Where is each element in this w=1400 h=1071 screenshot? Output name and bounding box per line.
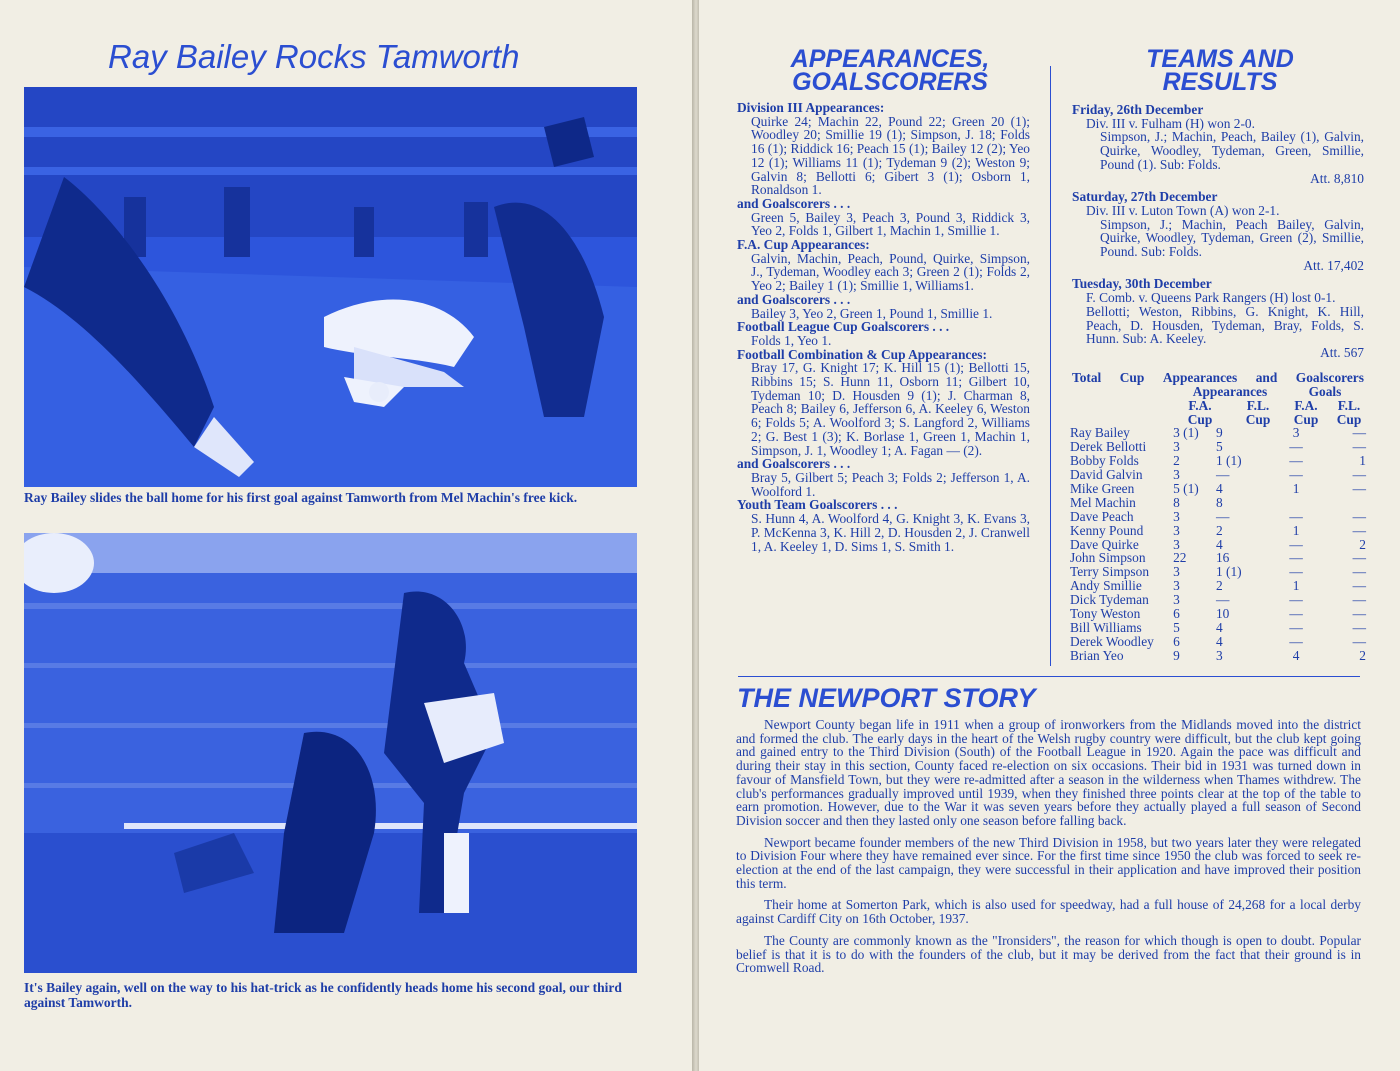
- stat-cell: —: [1289, 633, 1303, 649]
- stat-cell: —: [1352, 439, 1366, 455]
- header-appearances: Appearances: [1192, 384, 1268, 399]
- stat-cell: —: [1289, 550, 1303, 566]
- stat-cell: 3: [1292, 425, 1300, 441]
- table-row: [1070, 593, 1366, 607]
- section-text: Quirke 24; Machin 22, Pound 22; Green 20 (1); Woodley 20; Smillie 19 (1); Simpson, J. 18; Folds 16 (1); Riddick 16; Peach 15 (1); Bailey 12 (2); Yeo 12 (1); Williams 11 (1); Tydeman 9 (2); Weston 9; Galvin 8; Bellotti 6; Gibert 3 (1); Osborn 1, Ronaldson 1.: [751, 113, 1030, 198]
- player-name: David Galvin: [1070, 467, 1143, 483]
- stat-cell: —: [1352, 467, 1366, 483]
- header-goals-fl: [1330, 399, 1368, 426]
- heading-line: APPEARANCES,: [790, 45, 990, 73]
- stat-cell: —: [1289, 467, 1303, 483]
- stat-cell: —: [1289, 536, 1303, 552]
- heading-line: GOALSCORERS: [792, 68, 988, 96]
- stat-cell: —: [1352, 633, 1366, 649]
- stat-cell: 3: [1173, 592, 1180, 608]
- match-attendance: Att. 567: [1320, 344, 1364, 360]
- totals-title-word: Total: [1072, 370, 1102, 385]
- story-text: [736, 718, 1361, 983]
- appearances-heading: [740, 45, 1040, 96]
- left-page: [0, 0, 693, 1071]
- section-rule: [738, 676, 1360, 677]
- totals-title-word: Appearances: [1162, 370, 1238, 385]
- stat-cell: 16: [1215, 550, 1230, 566]
- stat-cell: —: [1352, 592, 1366, 608]
- stat-cell: 8: [1215, 494, 1223, 510]
- stat-cell: 9: [1173, 647, 1180, 663]
- section-text: Galvin, Machin, Peach, Pound, Quirke, Simpson, J., Tydeman, Woodley each 3; Green 2 (1); Folds 2, Yeo 2; Bailey 1 (1); Smillie 1, Williams1.: [751, 250, 1030, 294]
- stat-cell: 3: [1173, 578, 1180, 594]
- player-name: Ray Bailey: [1070, 425, 1130, 441]
- match-lineup: Simpson, J.; Machin, Peach, Bailey (1), Galvin, Quirke, Woodley, Tydeman, Green, Smillie, Pound (1). Sub: Folds.: [1100, 129, 1364, 172]
- table-row: [1070, 495, 1366, 509]
- col-label: Cup: [1187, 411, 1213, 427]
- table-row: [1070, 579, 1366, 593]
- stat-cell: —: [1289, 508, 1303, 524]
- header-goals: Goals: [1308, 384, 1342, 399]
- stat-cell: 5: [1173, 619, 1180, 635]
- section-label: Football Combination & Cup Appearances:: [737, 346, 987, 362]
- section-label: and Goalscorers . . .: [737, 195, 851, 211]
- player-name: Mike Green: [1070, 481, 1135, 496]
- col-label: F.L.: [1246, 398, 1270, 413]
- stat-cell: —: [1215, 508, 1230, 524]
- section-text: Bray 5, Gilbert 5; Peach 3; Folds 2; Jefferson 1, A. Woolford 1.: [751, 469, 1030, 499]
- stat-cell: —: [1289, 439, 1303, 455]
- table-row: [1070, 523, 1366, 537]
- col-label: F.A.: [1188, 398, 1212, 413]
- stat-cell: 2: [1215, 522, 1223, 538]
- section-label: Youth Team Goalscorers . . .: [737, 497, 898, 513]
- stat-cell: 6: [1173, 633, 1180, 649]
- match-photo-header-goal: [24, 533, 637, 973]
- totals-title-word: Cup: [1119, 370, 1145, 385]
- section-text: S. Hunn 4, A. Woolford 4, G. Knight 3, K. Evans 3, P. McKenna 3, K. Hill 2, D. Housden 2, J. Cranwell 1, A. Keeley 1, D. Sims 1, S. Smith 1.: [751, 511, 1030, 554]
- totals-title-word: and: [1255, 370, 1278, 385]
- match-result: Div. III v. Fulham (H) won 2-0.: [1086, 115, 1255, 131]
- column-divider: [1050, 66, 1051, 666]
- stat-cell: 4: [1292, 647, 1300, 663]
- stat-cell: 2: [1359, 647, 1366, 663]
- match-date: Tuesday, 30th December: [1072, 276, 1212, 292]
- table-row: [1070, 634, 1366, 648]
- section-text: Bailey 3, Yeo 2, Green 1, Pound 1, Smillie 1.: [751, 305, 993, 321]
- player-name: Terry Simpson: [1070, 564, 1150, 580]
- table-row: [1070, 607, 1366, 621]
- table-row: [1070, 454, 1366, 468]
- stat-cell: —: [1289, 453, 1303, 469]
- stat-cell: 3: [1173, 564, 1180, 580]
- table-row: [1070, 551, 1366, 565]
- story-paragraph: The County are commonly known as the "Ironsiders", the reason for which though is open to doubt. Popular belief is that it is to do with the founders of the club, but it may be derived from the fact that their ground is in Cromwell Road.: [736, 932, 1361, 976]
- table-row: [1070, 537, 1366, 551]
- table-row: [1070, 509, 1366, 523]
- table-row: [1070, 426, 1366, 440]
- stat-cell: [1272, 495, 1320, 509]
- stat-cell: 3: [1173, 536, 1180, 552]
- teams-heading: [1090, 45, 1350, 96]
- stat-cell: —: [1215, 467, 1230, 483]
- stat-cell: —: [1289, 592, 1303, 608]
- player-name: Kenny Pound: [1070, 522, 1144, 538]
- stat-cell: 1: [1292, 578, 1300, 594]
- player-name: Derek Bellotti: [1070, 439, 1147, 455]
- photo-caption-1: Ray Bailey slides the ball home for his first goal against Tamworth from Mel Machin's free kick.: [24, 490, 578, 505]
- stat-cell: —: [1215, 592, 1230, 608]
- col-label: Cup: [1336, 411, 1362, 427]
- totals-title-word: Goalscorers: [1295, 370, 1364, 385]
- player-name: Brian Yeo: [1070, 647, 1124, 663]
- stat-cell: 4: [1215, 619, 1223, 635]
- player-name: Derek Woodley: [1070, 633, 1154, 649]
- match-attendance: Att. 17,402: [1303, 257, 1364, 273]
- player-name: Mel Machin: [1070, 494, 1136, 510]
- stat-cell: —: [1352, 578, 1366, 594]
- match-date: Saturday, 27th December: [1072, 189, 1218, 205]
- stat-cell: 5 (1): [1173, 481, 1199, 496]
- table-row: [1070, 440, 1366, 454]
- player-name: Tony Weston: [1070, 606, 1141, 622]
- stat-cell: —: [1289, 606, 1303, 622]
- stat-cell: 2: [1173, 453, 1180, 469]
- col-label: F.L.: [1337, 398, 1361, 413]
- stat-cell: 3: [1215, 647, 1223, 663]
- section-label: and Goalscorers . . .: [737, 291, 851, 307]
- story-paragraph: Newport became founder members of the new Third Division in 1958, but two years later they were relegated to Division Four where they have remained ever since. For the first time since 1950 the club was forced to seek re-election at the end of the last campaign, they were successful in their application and have improved their position this term.: [736, 834, 1361, 891]
- header-goals-fa: [1286, 399, 1326, 426]
- table-row: [1070, 565, 1366, 579]
- stat-cell: 2: [1215, 578, 1223, 594]
- stat-cell: 3: [1173, 439, 1180, 455]
- player-name: Bobby Folds: [1070, 453, 1139, 469]
- stat-cell: —: [1289, 564, 1303, 580]
- stat-cell: —: [1352, 425, 1366, 441]
- match-date: Friday, 26th December: [1072, 102, 1204, 117]
- stat-cell: 10: [1215, 606, 1230, 622]
- photo-caption-2: It's Bailey again, well on the way to his hat-trick as he confidently heads home his second goal, our third against Tamworth.: [24, 980, 622, 1010]
- stat-cell: 9: [1215, 425, 1223, 441]
- stat-cell: 6: [1173, 606, 1180, 622]
- stat-cell: 3: [1173, 467, 1180, 483]
- stat-cell: —: [1352, 619, 1366, 635]
- stat-cell: 3 (1): [1173, 425, 1199, 441]
- table-row: [1070, 482, 1366, 496]
- heading-line: TEAMS AND: [1146, 45, 1294, 73]
- stat-cell: 1: [1359, 453, 1366, 469]
- section-text: Green 5, Bailey 3, Peach 3, Pound 3, Riddick 3, Yeo 2, Folds 1, Gilbert 1, Machin 1, Smillie 1.: [751, 209, 1030, 239]
- section-label: F.A. Cup Appearances:: [737, 237, 870, 253]
- col-label: F.A.: [1294, 398, 1318, 413]
- stat-cell: 3: [1173, 522, 1180, 538]
- stat-cell: 4: [1215, 536, 1223, 552]
- stat-cell: —: [1352, 564, 1366, 580]
- player-name: John Simpson: [1070, 550, 1146, 566]
- page-title: Ray Bailey Rocks Tamworth: [108, 38, 520, 75]
- stat-cell: 4: [1215, 481, 1223, 496]
- player-name: Dave Quirke: [1070, 536, 1139, 552]
- col-label: Cup: [1293, 411, 1319, 427]
- stat-cell: —: [1352, 522, 1366, 538]
- stat-cell: 1: [1292, 522, 1300, 538]
- section-text: Bray 17, G. Knight 17; K. Hill 15 (1); Bellotti 15, Ribbins 15; S. Hunn 11, Osborn 11; Gilbert 10, Tydeman 10; D. Housden 9 (1); J. Charman 8, Peach 8; Bailey 6, Jefferson 6, A. Keeley 6, Weston 6; Folds 5; A. Woolford 3; S. Langford 2, Williams 2; G. Best 1 (3); K. Borlase 1, Green 1, Machin 1, Simpson, J. 1, Woodley 1; A. Fagan — (2).: [751, 360, 1030, 458]
- cup-stats-table: [1070, 426, 1366, 662]
- table-row: [1070, 648, 1366, 662]
- stat-cell: 2: [1359, 536, 1366, 552]
- player-name: Bill Williams: [1070, 619, 1142, 635]
- header-fl: [1238, 399, 1278, 426]
- match-lineup: Bellotti; Weston, Ribbins, G. Knight, K. Hill, Peach, D. Housden, Tydeman, Bray, Folds, S. Hunn. Sub: A. Keeley.: [1086, 303, 1364, 347]
- stat-cell: —: [1352, 606, 1366, 622]
- story-paragraph: Newport County began life in 1911 when a group of ironworkers from the Midlands moved into the district and formed the club. The early days in the heart of the Welsh rugby country were difficult, but the club kept going and gained entry to the Third Division (South) of the Football League in 1920. Again the pace was difficult and during their stay in this section, County faced re-election on six occasions. Their bid in 1931 was turned down in favour of Mansfield Town, but they were re-admitted after a season in the wilderness when Thames withdrew. The club's performances gradually improved until 1939, when they finished three points clear at the top of the table to earn promotion. However, due to the War it was seven years before they actually played a full season of Second Division soccer and then they lasted only one season before falling back.: [736, 717, 1361, 828]
- stat-cell: [1320, 495, 1366, 509]
- results-column: [1072, 103, 1364, 360]
- match-attendance: Att. 8,810: [1310, 170, 1364, 186]
- stat-cell: 3: [1173, 508, 1180, 524]
- stat-cell: 1: [1292, 481, 1300, 496]
- stat-cell: —: [1289, 619, 1303, 635]
- stat-cell: —: [1352, 508, 1366, 524]
- stat-cell: —: [1352, 550, 1366, 566]
- table-row: [1070, 620, 1366, 634]
- story-paragraph: Their home at Somerton Park, which is also used for speedway, had a full house of 24,268 for a local derby against Cardiff City on 16th October, 1937.: [736, 897, 1361, 927]
- stat-cell: 5: [1215, 439, 1223, 455]
- section-label: Football League Cup Goalscorers . . .: [737, 319, 950, 335]
- cup-stats-body: [1070, 426, 1366, 662]
- appearances-column: [737, 101, 1030, 553]
- match-photo-slide-goal: [24, 87, 637, 487]
- player-name: Dave Peach: [1070, 508, 1134, 524]
- story-heading: THE NEWPORT STORY: [737, 683, 1036, 713]
- header-fa: [1180, 399, 1220, 426]
- player-name: Andy Smillie: [1070, 578, 1142, 594]
- table-row: [1070, 468, 1366, 482]
- match-result: F. Comb. v. Queens Park Rangers (H) lost 0-1.: [1086, 290, 1336, 306]
- stat-cell: 1 (1): [1215, 453, 1242, 469]
- match-lineup: Simpson, J.; Machin, Peach Bailey, Galvin, Quirke, Woodley, Tydeman, Green (2), Smillie, Pound. Sub: Folds.: [1100, 216, 1364, 260]
- stat-cell: 22: [1173, 550, 1187, 566]
- col-label: Cup: [1245, 411, 1271, 427]
- stat-cell: —: [1352, 481, 1366, 496]
- stat-cell: 1 (1): [1215, 564, 1242, 580]
- section-label: and Goalscorers . . .: [737, 456, 851, 472]
- player-name: Dick Tydeman: [1070, 592, 1149, 608]
- heading-line: RESULTS: [1162, 68, 1278, 96]
- stat-cell: 8: [1173, 494, 1180, 510]
- section-text: Folds 1, Yeo 1.: [751, 332, 832, 348]
- stat-cell: 4: [1215, 633, 1223, 649]
- section-label: Division III Appearances:: [737, 100, 885, 115]
- match-result: Div. III v. Luton Town (A) won 2-1.: [1086, 202, 1280, 218]
